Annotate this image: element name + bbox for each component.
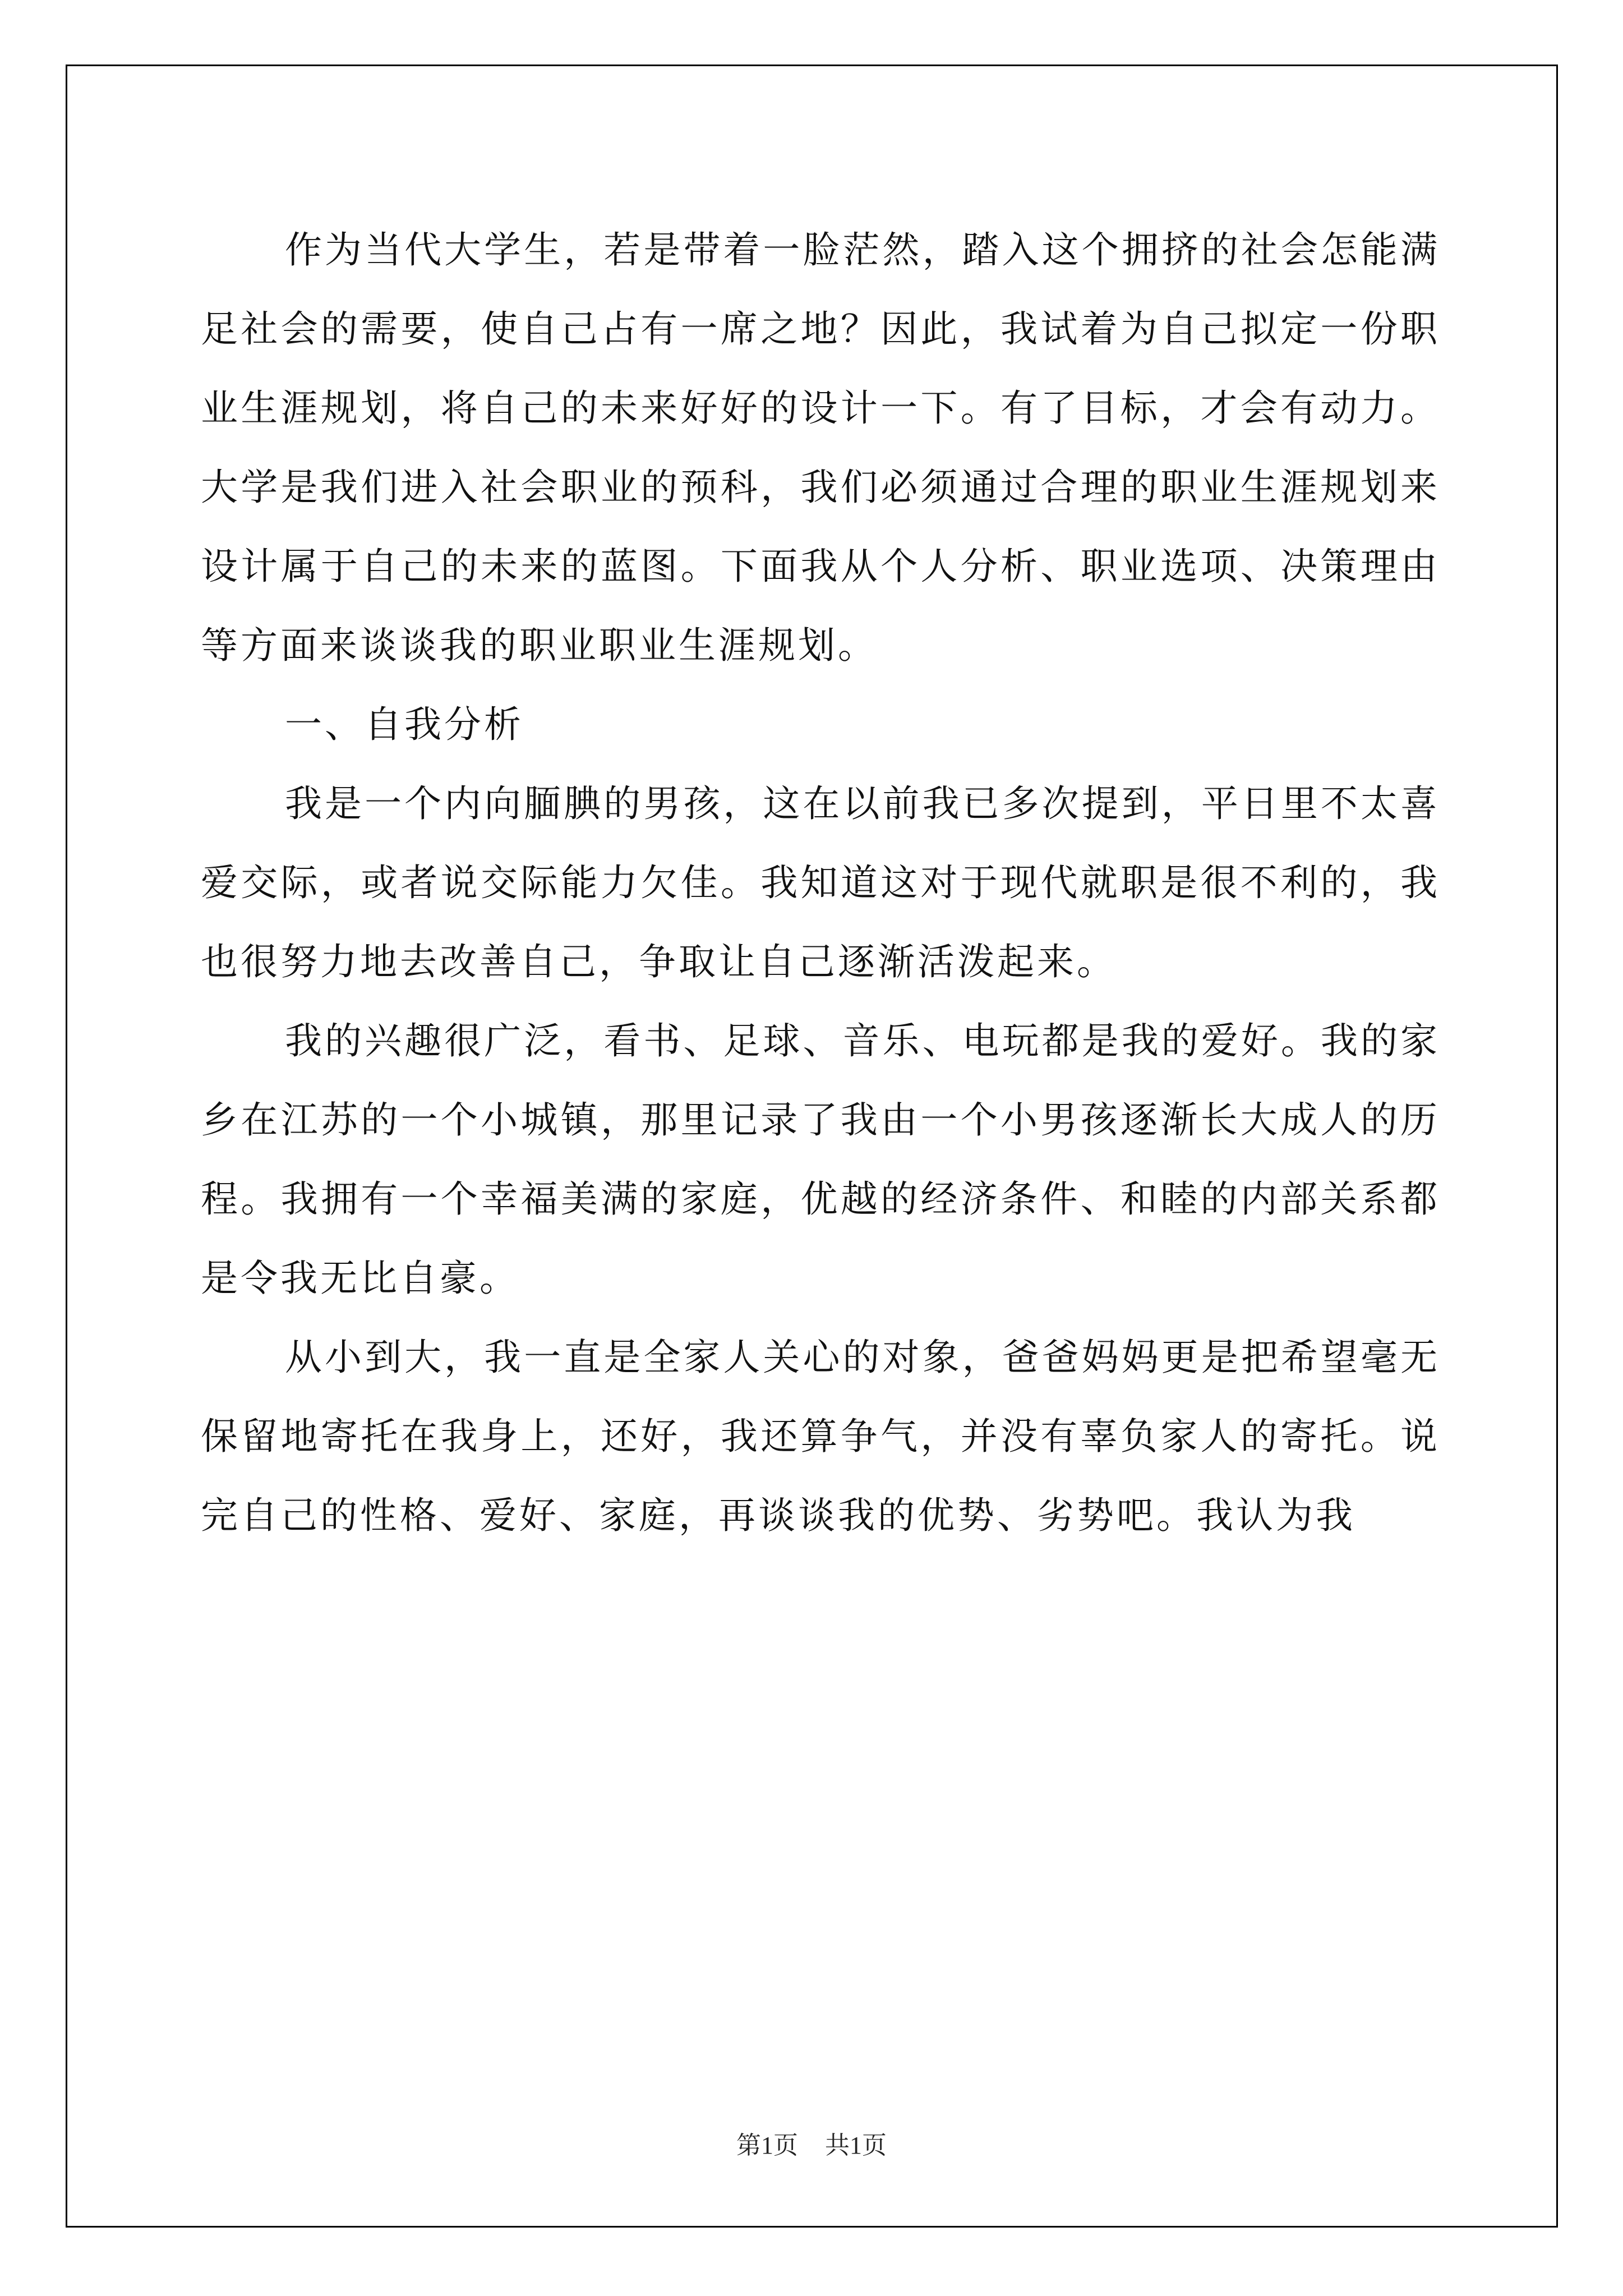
document-body [201,210,1440,1555]
page-total: 共1页 [825,2132,887,2159]
paragraph-intro: 作为当代大学生，若是带着一脸茫然，踏入这个拥挤的社会怎能满足社会的需要，使自己占有一席之地？因此，我试着为自己拟定一份职业生涯规划，将自己的未来好好的设计一下。有了目标，才会有动力。大学是我们进入社会职业的预科，我们必须通过合理的职业生涯规划来设计属于自己的未来的蓝图。下面我从个人分析、职业选项、决策理由等方面来谈谈我的职业职业生涯规划。 [201,228,1440,667]
paragraph-personality: 我是一个内向腼腆的男孩，这在以前我已多次提到，平日里不太喜爱交际，或者说交际能力欠佳。我知道这对于现代就职是很不利的，我也很努力地去改善自己，争取让自己逐渐活泼起来。 [201,782,1440,983]
paragraph-interests-family: 我的兴趣很广泛，看书、足球、音乐、电玩都是我的爱好。我的家乡在江苏的一个小城镇，那里记录了我由一个小男孩逐渐长大成人的历程。我拥有一个幸福美满的家庭，优越的经济条件、和睦的内部关系都是令我无比自豪。 [201,1019,1440,1300]
paragraph-strengths: 从小到大，我一直是全家人关心的对象，爸爸妈妈更是把希望毫无保留地寄托在我身上，还好，我还算争气，并没有辜负家人的寄托。说完自己的性格、爱好、家庭，再谈谈我的优势、劣势吧。我认为我 [201,1336,1440,1537]
page-number: 第1页 [736,2132,798,2159]
page-footer [0,2129,1623,2162]
section-heading-self-analysis: 一、自我分析 [285,703,524,746]
